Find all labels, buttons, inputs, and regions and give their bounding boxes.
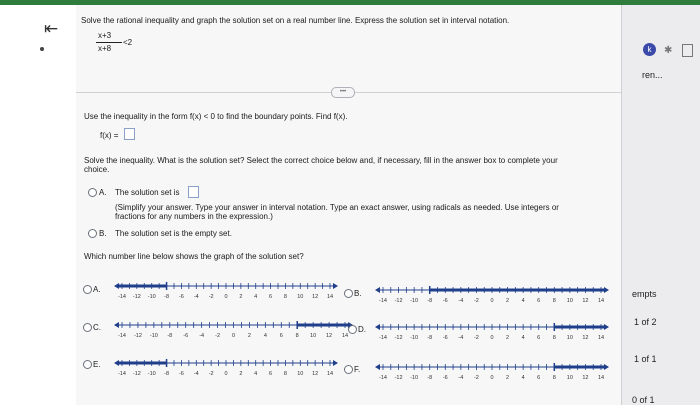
option-a-label: A. bbox=[99, 188, 107, 197]
graph-d-radio[interactable] bbox=[348, 325, 357, 334]
tick-label: -12 bbox=[132, 371, 141, 377]
tick-label: -4 bbox=[458, 375, 464, 381]
tick-label: 6 bbox=[537, 298, 541, 304]
right-arrow-icon bbox=[333, 360, 338, 366]
tick-label: 12 bbox=[312, 294, 319, 300]
tick-label: -14 bbox=[118, 371, 126, 377]
tick-label: -10 bbox=[410, 375, 419, 381]
number-line-a bbox=[114, 278, 344, 304]
tick-label: 8 bbox=[283, 294, 287, 300]
tick-label: 4 bbox=[254, 294, 258, 300]
option-a-radio[interactable] bbox=[88, 188, 97, 197]
number-line-b bbox=[375, 282, 615, 308]
left-arrow-icon bbox=[114, 322, 119, 328]
graph-a-label: A. bbox=[93, 285, 101, 294]
tick-label: 6 bbox=[269, 371, 273, 377]
step1-instruction: Use the inequality in the form f(x) < 0 to find the boundary points. Find f(x). bbox=[84, 112, 348, 121]
tick-label: -2 bbox=[473, 335, 479, 341]
tick-label: 0 bbox=[490, 375, 494, 381]
help-text[interactable]: ren... bbox=[642, 70, 663, 80]
tick-label: 8 bbox=[552, 298, 556, 304]
solution-set-answer-box[interactable] bbox=[188, 186, 199, 198]
tick-label: 14 bbox=[597, 335, 605, 341]
tick-label: -6 bbox=[178, 371, 184, 377]
tick-label: 10 bbox=[566, 375, 573, 381]
left-panel bbox=[0, 5, 76, 405]
number-line-e bbox=[114, 355, 344, 381]
expand-dots-button[interactable]: ••• bbox=[331, 87, 355, 98]
tick-label: 8 bbox=[295, 333, 299, 339]
part-progress-1: 1 of 2 bbox=[634, 317, 657, 327]
graph-f-radio[interactable] bbox=[344, 365, 353, 374]
tick-label: 0 bbox=[231, 333, 236, 339]
graph-d-label: D. bbox=[358, 325, 366, 334]
tick-label: 12 bbox=[312, 371, 319, 377]
tick-label: 6 bbox=[279, 333, 283, 339]
graph-e-label: E. bbox=[93, 360, 101, 369]
tick-label: 2 bbox=[506, 335, 510, 341]
step2-instruction-cont: choice. bbox=[84, 165, 110, 174]
tick-label: 2 bbox=[239, 371, 243, 377]
tick-label: -14 bbox=[379, 335, 387, 341]
number-line-f bbox=[375, 359, 615, 385]
right-arrow-icon bbox=[333, 283, 338, 289]
number-line-c bbox=[114, 317, 359, 343]
tick-label: -2 bbox=[215, 333, 221, 339]
tick-label: -10 bbox=[410, 298, 419, 304]
fraction-bar bbox=[96, 42, 122, 43]
option-b-text: The solution set is the empty set. bbox=[115, 229, 232, 238]
tick-label: -8 bbox=[427, 335, 433, 341]
tick-label: 0 bbox=[490, 298, 494, 304]
tick-label: -12 bbox=[132, 294, 141, 300]
fx-label: f(x) = bbox=[100, 131, 119, 140]
option-b-radio[interactable] bbox=[88, 229, 97, 238]
option-b-label: B. bbox=[99, 229, 107, 238]
attempts-label: empts bbox=[632, 289, 657, 299]
tick-label: 8 bbox=[283, 371, 287, 377]
tick-label: -4 bbox=[193, 294, 199, 300]
tick-label: -10 bbox=[410, 335, 419, 341]
tick-label: 14 bbox=[326, 371, 334, 377]
tick-label: 2 bbox=[247, 333, 251, 339]
tick-label: -4 bbox=[458, 335, 464, 341]
star-icon[interactable]: ✱ bbox=[664, 45, 673, 56]
tick-label: -14 bbox=[118, 294, 126, 300]
tick-label: 10 bbox=[566, 298, 573, 304]
numerator: x+3 bbox=[98, 31, 112, 40]
tick-label: -14 bbox=[379, 298, 387, 304]
page-icon[interactable] bbox=[682, 44, 693, 57]
help-badge-icon[interactable]: k bbox=[643, 43, 656, 56]
tick-label: 4 bbox=[521, 375, 525, 381]
tick-label: 14 bbox=[341, 333, 349, 339]
part-progress-3: 0 of 1 bbox=[632, 395, 655, 405]
question-panel bbox=[76, 5, 621, 405]
tick-label: 4 bbox=[521, 298, 525, 304]
tick-label: 0 bbox=[224, 294, 228, 300]
tick-label: 6 bbox=[537, 375, 541, 381]
bullet-dot-icon bbox=[40, 47, 44, 51]
graph-f-label: F. bbox=[354, 365, 361, 374]
graph-b-label: B. bbox=[354, 289, 362, 298]
step2-instruction: Solve the inequality. What is the solution set? Select the correct choice below and, if necessary, fill in the answer box to complete your bbox=[84, 156, 558, 165]
tick-label: -2 bbox=[208, 294, 214, 300]
tick-label: 10 bbox=[310, 333, 317, 339]
tick-label: -12 bbox=[133, 333, 142, 339]
tick-label: 14 bbox=[326, 294, 334, 300]
tick-label: 6 bbox=[537, 335, 541, 341]
tick-label: 4 bbox=[254, 371, 258, 377]
question-title: Solve the rational inequality and graph the solution set on a real number line. Express the solution set in interval notation. bbox=[81, 16, 510, 25]
tick-label: -12 bbox=[394, 298, 403, 304]
tick-label: 14 bbox=[597, 298, 605, 304]
tick-label: 2 bbox=[239, 294, 243, 300]
part-progress-2: 1 of 1 bbox=[634, 354, 657, 364]
tick-label: -14 bbox=[118, 333, 126, 339]
tick-label: -6 bbox=[442, 335, 448, 341]
graph-e-radio[interactable] bbox=[83, 360, 92, 369]
tick-label: 12 bbox=[582, 298, 589, 304]
right-panel bbox=[621, 5, 700, 405]
graph-c-radio[interactable] bbox=[83, 323, 92, 332]
tick-label: 14 bbox=[597, 375, 605, 381]
tick-label: 0 bbox=[490, 335, 494, 341]
graph-question: Which number line below shows the graph of the solution set? bbox=[84, 252, 304, 261]
tick-label: 10 bbox=[297, 371, 304, 377]
tick-label: -10 bbox=[147, 371, 156, 377]
tick-label: 10 bbox=[566, 335, 573, 341]
back-arrow-icon[interactable]: ⇤ bbox=[44, 19, 59, 38]
tick-label: 10 bbox=[297, 294, 304, 300]
option-a-hint: (Simplify your answer. Type your answer in interval notation. Type an exact answer, using radicals as needed. Use integers or bbox=[115, 203, 559, 212]
tick-label: 8 bbox=[552, 375, 556, 381]
graph-b-radio[interactable] bbox=[344, 289, 353, 298]
tick-label: -12 bbox=[394, 335, 403, 341]
tick-label: 2 bbox=[506, 298, 510, 304]
tick-label: -2 bbox=[473, 375, 479, 381]
fx-answer-box[interactable] bbox=[124, 128, 135, 140]
tick-label: -10 bbox=[149, 333, 158, 339]
tick-label: 12 bbox=[582, 375, 589, 381]
option-a-hint-cont: fractions for any numbers in the expression.) bbox=[115, 212, 273, 221]
tick-label: -8 bbox=[427, 375, 433, 381]
tick-label: -6 bbox=[178, 294, 184, 300]
tick-label: -14 bbox=[379, 375, 387, 381]
tick-label: 8 bbox=[552, 335, 556, 341]
tick-label: -6 bbox=[183, 333, 189, 339]
tick-label: -2 bbox=[473, 298, 479, 304]
tick-label: -4 bbox=[458, 298, 464, 304]
graph-c-label: C. bbox=[93, 323, 101, 332]
left-arrow-icon bbox=[375, 324, 380, 330]
inequality-relation: <2 bbox=[123, 38, 133, 47]
tick-label: -8 bbox=[427, 298, 433, 304]
tick-label: -8 bbox=[167, 333, 173, 339]
tick-label: 2 bbox=[506, 375, 510, 381]
tick-label: 6 bbox=[269, 294, 273, 300]
tick-label: -12 bbox=[394, 375, 403, 381]
left-arrow-icon bbox=[375, 364, 380, 370]
tick-label: 12 bbox=[326, 333, 333, 339]
tick-label: -4 bbox=[199, 333, 205, 339]
number-line-d bbox=[375, 319, 615, 345]
denominator: x+8 bbox=[98, 44, 112, 53]
tick-label: -4 bbox=[193, 371, 199, 377]
tick-label: 12 bbox=[582, 335, 589, 341]
tick-label: 4 bbox=[263, 333, 267, 339]
tick-label: 4 bbox=[521, 335, 525, 341]
tick-label: -10 bbox=[147, 294, 156, 300]
tick-label: -2 bbox=[208, 371, 214, 377]
tick-label: -6 bbox=[442, 375, 448, 381]
left-arrow-icon bbox=[375, 287, 380, 293]
option-a-text: The solution set is bbox=[115, 188, 180, 197]
tick-label: -8 bbox=[164, 294, 170, 300]
graph-a-radio[interactable] bbox=[83, 285, 92, 294]
tick-label: 0 bbox=[224, 371, 228, 377]
tick-label: -8 bbox=[164, 371, 170, 377]
tick-label: -6 bbox=[442, 298, 448, 304]
